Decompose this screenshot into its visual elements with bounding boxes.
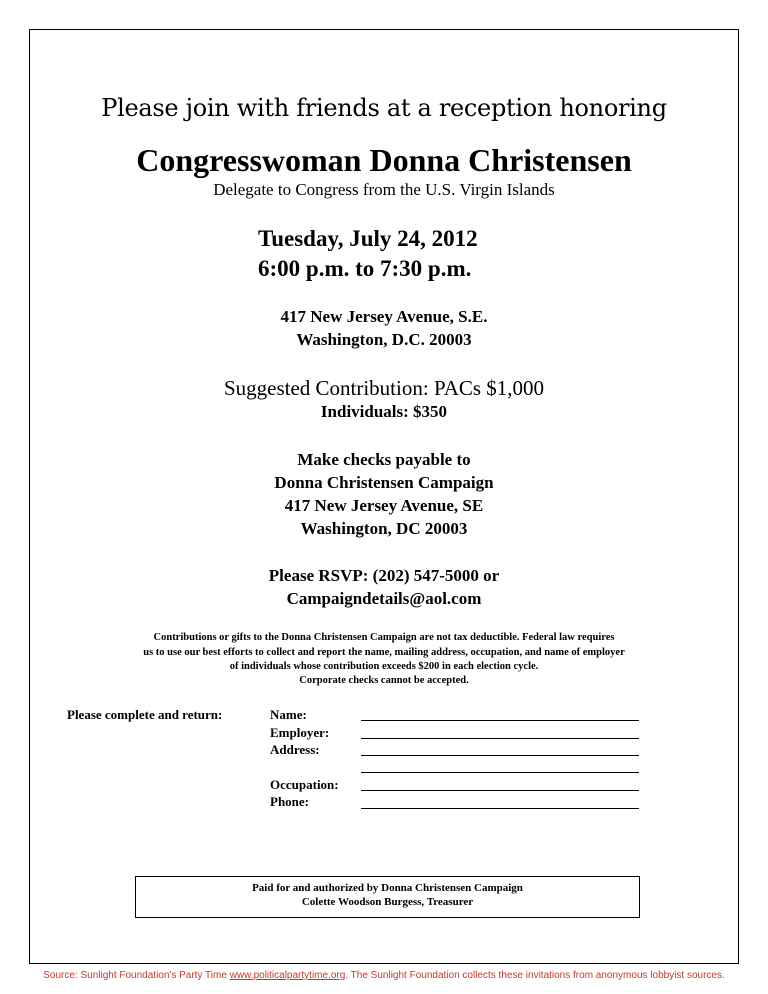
source-link[interactable]: www.politicalpartytime.org xyxy=(229,970,346,981)
treasurer-line: Colette Woodson Burgess, Treasurer xyxy=(301,896,474,908)
address-field[interactable] xyxy=(361,755,639,756)
individual-contribution: Individuals: $350 xyxy=(320,402,448,421)
source-attribution xyxy=(0,970,768,981)
intro-line: Please join with friends at a reception honoring xyxy=(101,94,667,122)
rsvp-phone: Please RSVP: (202) 547-5000 or xyxy=(268,566,500,585)
name-field[interactable] xyxy=(361,720,639,721)
paid-for-line: Paid for and authorized by Donna Christensen Campaign xyxy=(252,882,523,894)
suggested-contribution: Suggested Contribution: PACs $1,000 xyxy=(223,376,545,400)
employer-label: Employer: xyxy=(270,725,330,740)
venue-address-line1: 417 New Jersey Avenue, S.E. xyxy=(280,307,488,326)
legal-notice-line3: of individuals whose contribution exceeds $200 in each election cycle. xyxy=(229,661,539,672)
venue-address-line2: Washington, D.C. 20003 xyxy=(296,330,472,349)
source-prefix: Source: Sunlight Foundation's Party Time xyxy=(43,970,230,981)
employer-field[interactable] xyxy=(361,738,639,739)
occupation-field[interactable] xyxy=(361,790,639,791)
form-title: Please complete and return: xyxy=(67,707,223,722)
event-date: Tuesday, July 24, 2012 xyxy=(258,226,478,251)
legal-notice-line4: Corporate checks cannot be accepted. xyxy=(299,675,469,686)
checks-payable-line2: Donna Christensen Campaign xyxy=(274,473,494,492)
legal-notice-line1: Contributions or gifts to the Donna Christensen Campaign are not tax deductible. Federal law requires xyxy=(153,632,615,643)
checks-payable-line4: Washington, DC 20003 xyxy=(300,519,468,538)
honoree-name: Congresswoman Donna Christensen xyxy=(136,142,632,178)
phone-field[interactable] xyxy=(361,808,639,809)
honoree-title: Delegate to Congress from the U.S. Virgin Islands xyxy=(213,180,555,199)
checks-payable-line1: Make checks payable to xyxy=(297,450,471,469)
phone-label: Phone: xyxy=(270,794,309,809)
source-suffix: . The Sunlight Foundation collects these invitations from anonymous lobbyist sources. xyxy=(345,970,725,981)
paid-for-box xyxy=(135,876,640,918)
event-time: 6:00 p.m. to 7:30 p.m. xyxy=(258,256,472,281)
rsvp-email: Campaigndetails@aol.com xyxy=(286,589,482,608)
address-field-line2[interactable] xyxy=(361,772,639,773)
name-label: Name: xyxy=(270,707,307,722)
occupation-label: Occupation: xyxy=(270,777,339,792)
address-label: Address: xyxy=(270,742,320,757)
legal-notice-line2: us to use our best efforts to collect and report the name, mailing address, occupation, and name of employer xyxy=(143,647,625,658)
checks-payable-line3: 417 New Jersey Avenue, SE xyxy=(284,496,484,515)
